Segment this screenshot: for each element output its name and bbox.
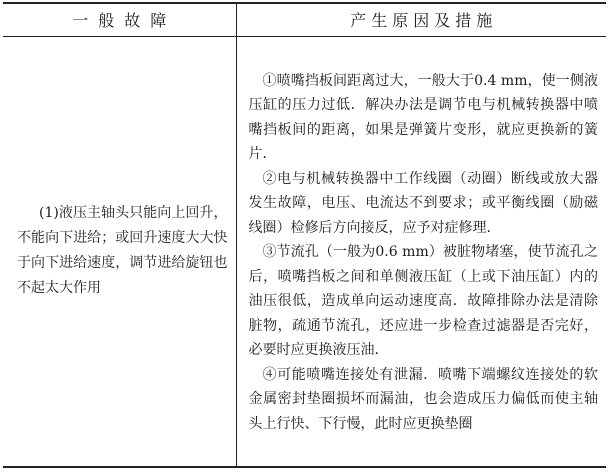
remedy-item-1: ①喷嘴挡板间距离过大，一般大于0.4 mm，使一侧液压缸的压力过低．解决办法是调节电与机械转换器中喷嘴挡板间的距离，如果是弹簧片变形，就应更换新的簧片． bbox=[248, 72, 598, 162]
remedy-item-4: ④可能喷嘴连接处有泄漏．喷嘴下端螺纹连接处的软金属密封垫圈损坏而漏油，也会造成压力偏低而使主轴头上行快、下行慢，此时应更换垫圈 bbox=[248, 366, 598, 432]
remedy-cell bbox=[236, 36, 606, 467]
fault-remedy-table bbox=[3, 2, 606, 468]
header-row bbox=[3, 3, 606, 36]
remedy-item-3: ③节流孔（一般为0.6 mm）被脏物堵塞，使节流孔之后，喷嘴挡板之间和单侧液压缸（上或下油压缸）内的油压很低，造成单向运动速度高．故障排除办法是清除脏物，疏通节流孔，还应进一步检查过滤器是否完好，必要时应更换液压油． bbox=[248, 244, 598, 358]
table-header bbox=[3, 3, 606, 36]
header-general-fault-label: 一般故障 bbox=[72, 11, 177, 31]
table-row bbox=[3, 36, 606, 467]
table-body bbox=[3, 36, 606, 467]
header-cause-and-measures bbox=[236, 3, 606, 36]
fault-description: (1)液压主轴头只能向上回升，不能向下进给；或回升速度大大快于向下进给速度，调节进给旋钮也不起太大作用 bbox=[17, 205, 228, 297]
remedy-item-2: ②电与机械转换器中工作线圈（动圈）断线或放大器发生故障，电压、电流达不到要求；或平衡线圈（励磁线圈）检修后方向接反，应予对症修理． bbox=[248, 170, 598, 236]
header-general-fault bbox=[3, 3, 236, 36]
fault-cell bbox=[3, 36, 236, 467]
header-cause-and-measures-label: 产生原因及措施 bbox=[350, 11, 498, 31]
